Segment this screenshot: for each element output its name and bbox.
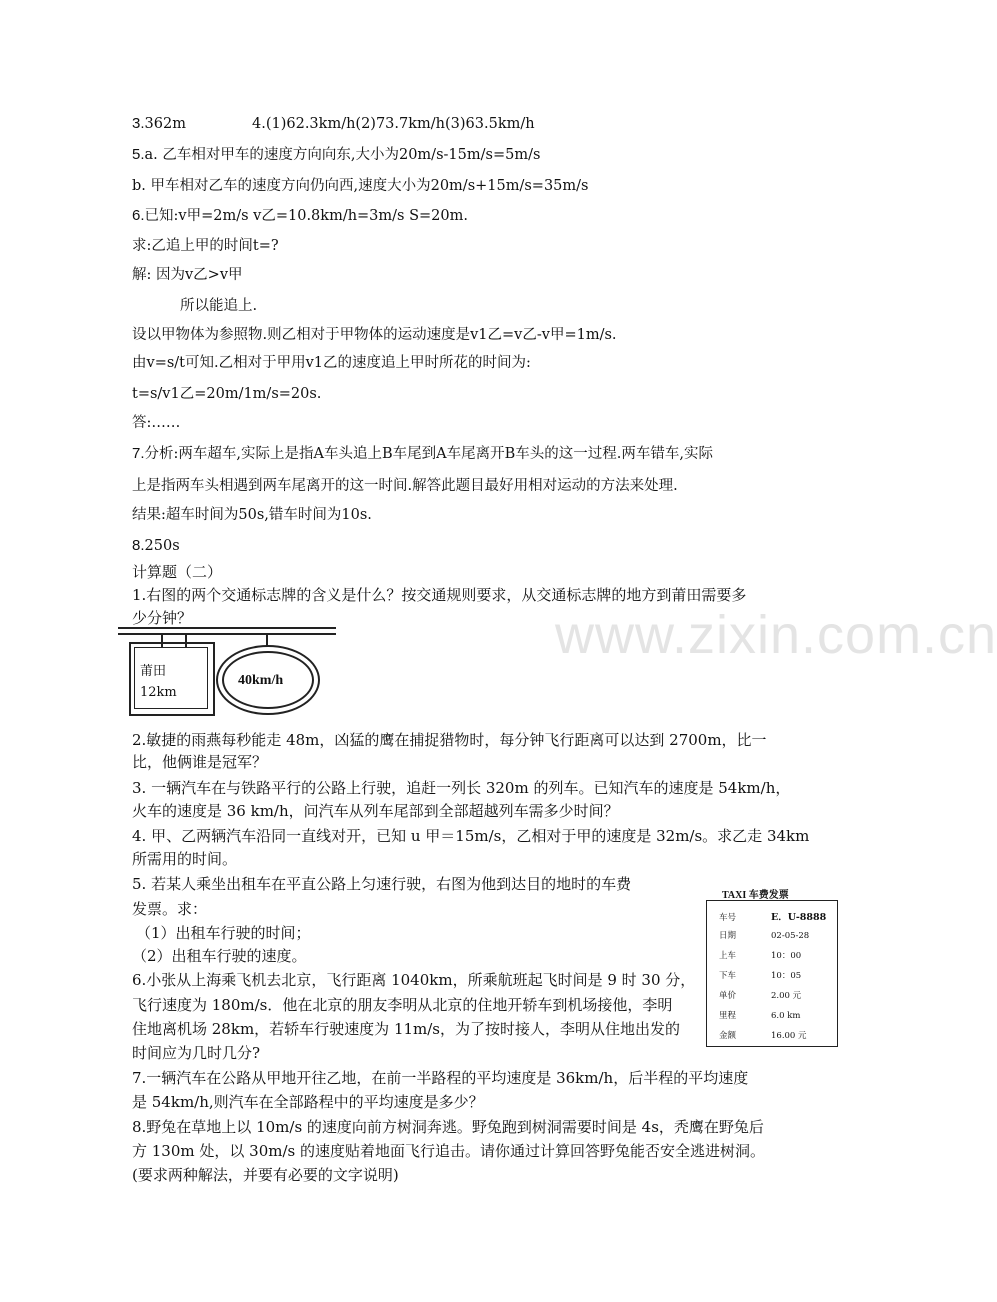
question-6: 6.小张从上海乘飞机去北京，飞行距离 1040km，所乘航班起飞时间是 9 时 30 分， — [132, 971, 696, 989]
sign-rail-bottom — [118, 633, 336, 635]
question-6-cont: 飞行速度为 180m/s．他在北京的朋友李明从北京的住地开轿车到机场接他，李明 — [132, 996, 673, 1014]
taxi-row: 里程 6.0 km — [719, 1011, 801, 1021]
section-title: 计算题（二） — [132, 563, 223, 581]
taxi-receipt — [706, 900, 838, 1047]
question-8: 8.野兔在草地上以 10m/s 的速度向前方树洞奔逃。野兔跑到树洞需要时间是 4s，秃鹰在野兔后 — [132, 1118, 764, 1136]
question-8-cont: (要求两种解法，并要有必要的文字说明) — [132, 1166, 399, 1184]
answer-6-ask: 求:乙追上甲的时间t=? — [132, 238, 279, 254]
question-6-cont: 时间应为几时几分? — [132, 1044, 261, 1062]
watermark: www.zixin.com.cn — [555, 605, 997, 665]
answer-6-relative: 设以甲物体为参照物.则乙相对于甲物体的运动速度是v1乙=v乙-v甲=1m/s. — [132, 327, 617, 343]
question-1: 1.右图的两个交通标志牌的含义是什么？按交通规则要求，从交通标志牌的地方到莆田需要多 — [132, 586, 747, 604]
question-3-cont: 火车的速度是 36 km/h，问汽车从列车尾部到全部超越列车需多少时间？ — [132, 802, 619, 820]
sign-speed: 40km/h — [238, 673, 284, 688]
question-2: 2.敏捷的雨燕每秒能走 48m，凶猛的鹰在捕捉猎物时，每分钟飞行距离可以达到 2700m，比一 — [132, 731, 767, 749]
taxi-row: 单价 2.00 元 — [719, 991, 802, 1001]
answer-8: 8.250s — [132, 537, 180, 554]
answer-6-solution-2: 所以能追上. — [180, 298, 258, 314]
question-4-cont: 所需用的时间。 — [132, 850, 238, 868]
question-7: 7.一辆汽车在公路从甲地开往乙地，在前一半路程的平均速度是 36km/h，后半程的平均速度 — [132, 1069, 749, 1087]
answer-7-analysis-2: 上是指两车头相遇到两车尾离开的这一时间.解答此题目最好用相对运动的方法来处理. — [132, 478, 678, 494]
answer-6-solution: 解: 因为v乙>v甲 — [132, 267, 243, 283]
answer-6-calc: t=s/v1乙=20m/1m/s=20s. — [132, 386, 322, 402]
answer-5a: 5.a. 乙车相对甲车的速度方向向东,大小为20m/s-15m/s=5m/s — [132, 146, 541, 163]
taxi-row: 车号 E．U-8888 — [719, 912, 827, 923]
taxi-row: 金额 16.00 元 — [719, 1031, 807, 1041]
question-5: 5. 若某人乘坐出租车在平直公路上匀速行驶，右图为他到达目的地时的车费 — [132, 875, 632, 893]
question-4: 4. 甲、乙两辆汽车沿同一直线对开，已知 u 甲＝15m/s，乙相对于甲的速度是 32m/s。求乙走 34km — [132, 827, 810, 845]
taxi-row: 下车 10：05 — [719, 971, 802, 981]
answer-7-analysis: 7.分析:两车超车,实际上是指A车头追上B车尾到A车尾离开B车头的这一过程.两车错车,实际 — [132, 445, 713, 462]
taxi-receipt-title: TAXI 车费发票 — [722, 890, 789, 901]
question-5-sub-1: （1）出租车行驶的时间； — [136, 924, 311, 942]
taxi-row: 上车 10：00 — [719, 951, 802, 961]
sign-place: 莆田 — [140, 664, 167, 679]
question-8-cont: 方 130m 处，以 30m/s 的速度贴着地面飞行追击。请你通过计算回答野兔能否安全逃进树洞。 — [132, 1142, 765, 1160]
question-2-cont: 比，他俩谁是冠军？ — [132, 753, 268, 771]
answer-7-result: 结果:超车时间为50s,错车时间为10s. — [132, 507, 372, 523]
answer-6-from: 由v=s/t可知.乙相对于甲用v1乙的速度追上甲时所花的时间为: — [132, 355, 531, 371]
distance-sign — [129, 642, 215, 716]
question-3: 3. 一辆汽车在与铁路平行的公路上行驶，追赶一列长 320m 的列车。已知汽车的速度是 54km/h， — [132, 779, 791, 797]
answer-5b: b. 甲车相对乙车的速度方向仍向西,速度大小为20m/s+15m/s=35m/s — [132, 178, 589, 194]
sign-rail-top — [118, 627, 336, 629]
question-5-sub-2: （2）出租车行驶的速度。 — [132, 947, 307, 965]
question-7-cont: 是 54km/h,则汽车在全部路程中的平均速度是多少？ — [132, 1093, 484, 1111]
question-6-cont: 住地离机场 28km，若轿车行驶速度为 11m/s，为了按时接人，李明从住地出发的 — [132, 1020, 681, 1038]
question-1-cont: 少分钟？ — [132, 609, 193, 627]
answer-4: 4.(1)62.3km/h(2)73.7km/h(3)63.5km/h — [252, 116, 535, 132]
speed-limit-sign-border — [222, 651, 314, 709]
taxi-row: 日期 02-05-28 — [719, 931, 810, 941]
distance-sign-border — [134, 647, 208, 709]
question-5-cont: 发票。求： — [132, 900, 208, 918]
answer-6-answer: 答:…… — [132, 415, 181, 431]
answer-6-known: 6.已知:v甲=2m/s v乙=10.8km/h=3m/s S=20m. — [132, 207, 468, 224]
answer-3: 3.362m — [132, 115, 186, 132]
sign-distance: 12km — [140, 685, 177, 700]
speed-limit-sign — [216, 645, 320, 715]
